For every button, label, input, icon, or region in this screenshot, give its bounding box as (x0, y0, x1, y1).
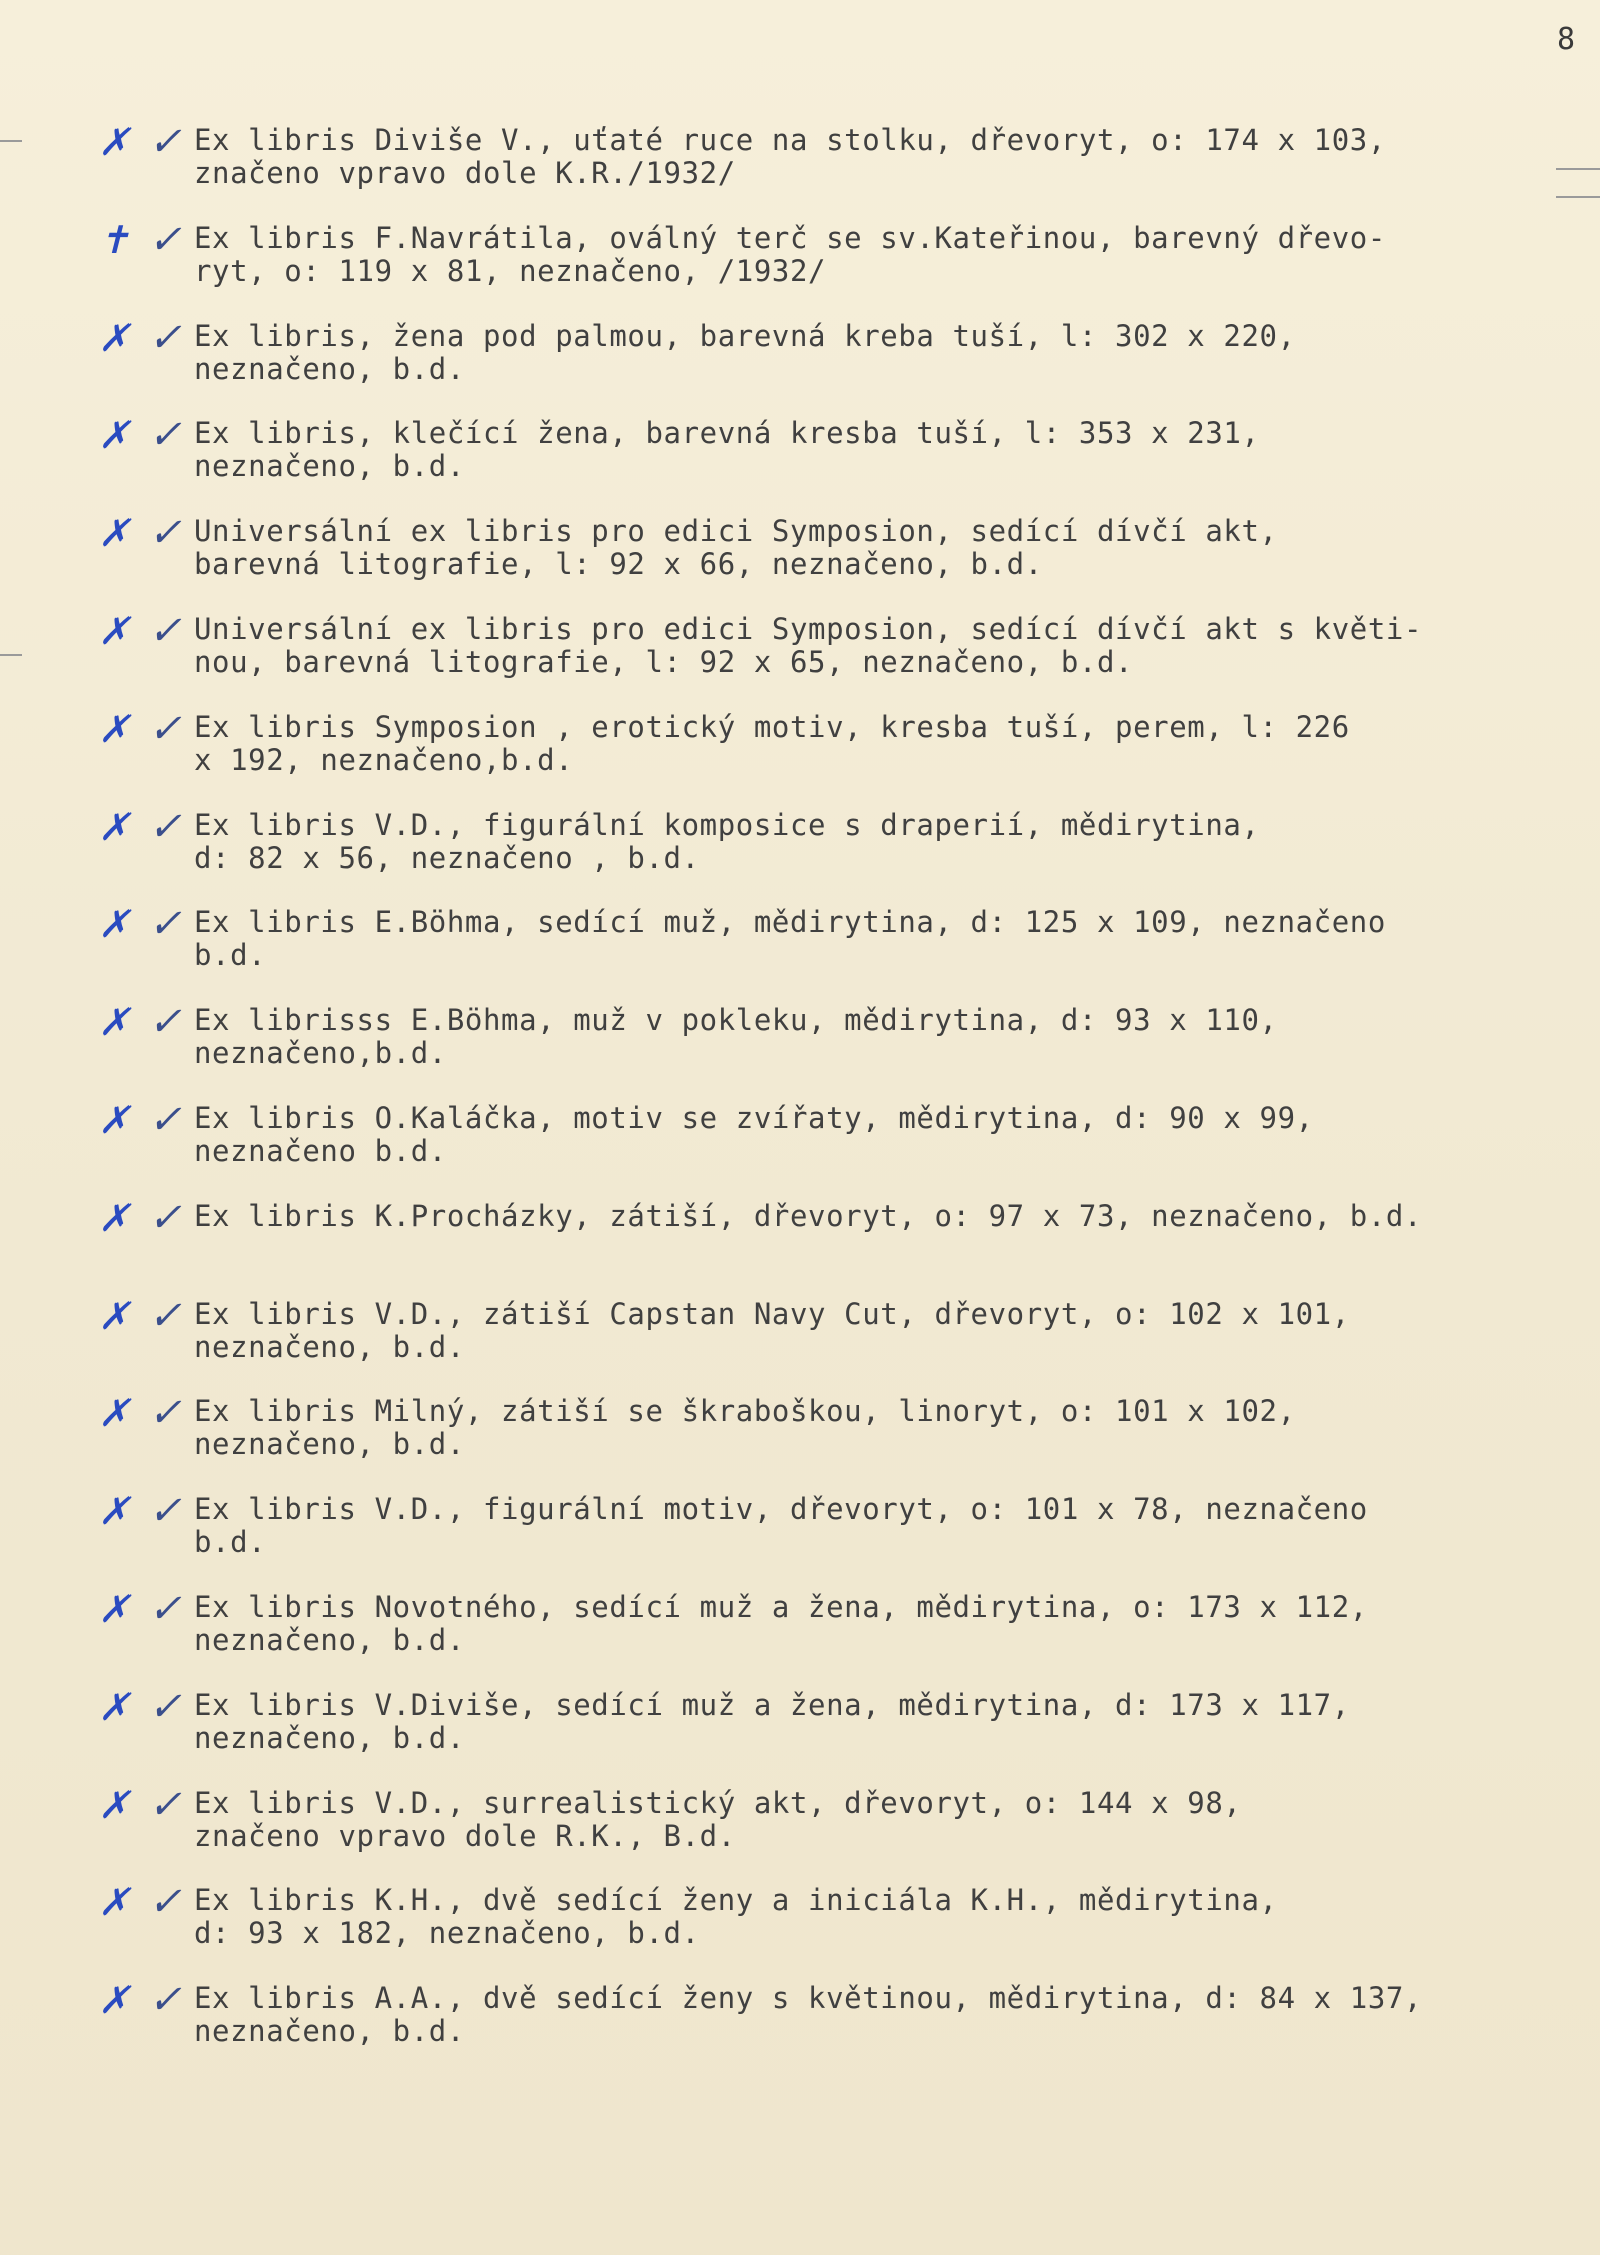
handwritten-check-mark-icon: ✓ (148, 1879, 182, 1926)
entry-text (194, 1004, 1564, 1070)
handwritten-x-mark-icon: ✗ (98, 1586, 130, 1631)
entry-text (194, 1493, 1564, 1559)
handwritten-x-mark-icon: ✗ (98, 1097, 130, 1142)
list-item (0, 1976, 1600, 2074)
entry-text (194, 809, 1564, 875)
list-item (0, 1781, 1600, 1879)
entry-line-1: Ex libris Diviše V., uťaté ruce na stolku, dřevoryt, o: 174 x 103, (194, 123, 1386, 157)
entry-list (0, 118, 1600, 2074)
handwritten-check-mark-icon: ✓ (148, 510, 182, 557)
list-item (0, 607, 1600, 705)
entry-text (194, 1298, 1564, 1364)
list-item (0, 1389, 1600, 1487)
entry-line-2: b.d. (194, 938, 267, 973)
entry-text (194, 711, 1564, 777)
handwritten-check-mark-icon: ✓ (148, 1096, 182, 1143)
handwritten-check-mark-icon: ✓ (148, 705, 182, 752)
list-item (0, 1096, 1600, 1194)
list-item (0, 1683, 1600, 1781)
entry-line-2: neznačeno, b.d. (194, 449, 465, 484)
handwritten-check-mark-icon: ✓ (148, 1390, 182, 1437)
handwritten-x-mark-icon: ✝ (98, 217, 130, 262)
handwritten-x-mark-icon: ✗ (98, 1391, 130, 1436)
handwritten-x-mark-icon: ✗ (98, 1880, 130, 1925)
handwritten-check-mark-icon: ✓ (148, 803, 182, 850)
entry-line-1: Ex libris Milný, zátiší se škraboškou, linoryt, o: 101 x 102, (194, 1394, 1296, 1429)
entry-text (194, 1591, 1564, 1657)
list-item (0, 998, 1600, 1096)
entry-line-1: Ex libris V.D., figurální motiv, dřevoryt, o: 101 x 78, neznačeno (194, 1492, 1368, 1527)
handwritten-x-mark-icon: ✗ (98, 413, 130, 458)
handwritten-check-mark-icon: ✓ (148, 607, 182, 654)
list-item (0, 411, 1600, 509)
entry-line-1: Ex libris K.H., dvě sedící ženy a iniciála K.H., mědirytina, (194, 1883, 1278, 1918)
entry-text (194, 515, 1564, 581)
entry-line-1: Ex librisss E.Böhma, muž v pokleku, mědirytina, d: 93 x 110, (194, 1003, 1278, 1038)
entry-line-1: Ex libris, klečící žena, barevná kresba tuší, l: 353 x 231, (194, 416, 1260, 451)
handwritten-check-mark-icon: ✓ (148, 999, 182, 1046)
list-item (0, 900, 1600, 998)
list-item (0, 803, 1600, 901)
list-item (0, 705, 1600, 803)
entry-text (194, 613, 1564, 679)
entry-line-2: x 192, neznačeno,b.d. (194, 742, 574, 777)
entry-line-1: Ex libris F.Navrátila, oválný terč se sv.Kateřinou, barevný dřevo- (194, 220, 1386, 255)
handwritten-x-mark-icon: ✗ (98, 804, 130, 849)
list-item (0, 1194, 1600, 1292)
entry-line-2: neznačeno, b.d. (194, 1329, 465, 1364)
handwritten-x-mark-icon: ✗ (98, 1000, 130, 1045)
entry-line-2: neznačeno, b.d. (194, 2014, 465, 2049)
entry-line-2: neznačeno, b.d. (194, 1427, 465, 1462)
list-item (0, 1585, 1600, 1683)
entry-text (194, 1884, 1564, 1950)
list-item (0, 314, 1600, 412)
entry-line-2: značeno vpravo dole K.R./1932/ (194, 156, 736, 190)
entry-line-1: Universální ex libris pro edici Symposion, sedící dívčí akt s květi- (194, 611, 1423, 646)
entry-text (194, 1102, 1564, 1168)
handwritten-check-mark-icon: ✓ (148, 1977, 182, 2024)
handwritten-x-mark-icon: ✗ (98, 315, 130, 360)
handwritten-x-mark-icon: ✗ (98, 1782, 130, 1827)
entry-text (194, 417, 1564, 483)
handwritten-x-mark-icon: ✗ (98, 902, 130, 947)
entry-line-1: Ex libris, žena pod palmou, barevná kreba tuší, l: 302 x 220, (194, 318, 1296, 353)
handwritten-check-mark-icon: ✓ (148, 1194, 182, 1241)
entry-line-1: Ex libris V.D., zátiší Capstan Navy Cut, dřevoryt, o: 102 x 101, (194, 1296, 1350, 1331)
entry-line-2: neznačeno, b.d. (194, 1622, 465, 1657)
entry-text (194, 124, 1564, 190)
entry-line-2: neznačeno b.d. (194, 1133, 447, 1168)
handwritten-check-mark-icon: ✓ (148, 314, 182, 361)
entry-line-2: neznačeno, b.d. (194, 351, 465, 386)
page-number: 8 (1556, 22, 1575, 57)
entry-line-2: značeno vpravo dole R.K., B.d. (194, 1818, 736, 1853)
handwritten-check-mark-icon: ✓ (148, 1585, 182, 1632)
entry-line-1: Ex libris Symposion , erotický motiv, kresba tuší, perem, l: 226 (194, 709, 1350, 744)
entry-text (194, 1395, 1564, 1461)
handwritten-x-mark-icon: ✗ (98, 511, 130, 556)
entry-line-2: neznačeno,b.d. (194, 1036, 447, 1071)
handwritten-x-mark-icon: ✗ (98, 1489, 130, 1534)
entry-line-1: Universální ex libris pro edici Symposion, sedící dívčí akt, (194, 514, 1278, 549)
entry-line-2: nou, barevná litografie, l: 92 x 65, neznačeno, b.d. (194, 644, 1134, 679)
handwritten-x-mark-icon: ✗ (98, 1293, 130, 1338)
handwritten-check-mark-icon: ✓ (148, 901, 182, 948)
entry-text (194, 1689, 1564, 1755)
entry-line-1: Ex libris A.A., dvě sedící ženy s květinou, mědirytina, d: 84 x 137, (194, 1981, 1423, 2016)
entry-text (194, 320, 1564, 386)
entry-line-2: b.d. (194, 1525, 267, 1560)
handwritten-x-mark-icon: ✗ (98, 1195, 130, 1240)
entry-text (194, 1787, 1564, 1853)
handwritten-check-mark-icon: ✓ (148, 412, 182, 459)
handwritten-check-mark-icon: ✓ (148, 216, 182, 263)
entry-text (194, 1982, 1564, 2048)
list-item (0, 1292, 1600, 1390)
entry-line-1: Ex libris V.D., surrealistický akt, dřevoryt, o: 144 x 98, (194, 1785, 1242, 1820)
entry-line-1: Ex libris O.Kaláčka, motiv se zvířaty, mědirytina, d: 90 x 99, (194, 1100, 1314, 1135)
entry-line-1: Ex libris Novotného, sedící muž a žena, mědirytina, o: 173 x 112, (194, 1589, 1368, 1624)
entry-line-2: d: 82 x 56, neznačeno , b.d. (194, 840, 700, 875)
entry-text (194, 906, 1564, 972)
entry-line-1: Ex libris K.Procházky, zátiší, dřevoryt, o: 97 x 73, neznačeno, b.d. (194, 1198, 1423, 1233)
handwritten-x-mark-icon: ✗ (98, 120, 130, 164)
entry-line-2: neznačeno, b.d. (194, 1720, 465, 1755)
list-item (0, 1878, 1600, 1976)
handwritten-check-mark-icon: ✓ (148, 119, 182, 165)
handwritten-check-mark-icon: ✓ (148, 1683, 182, 1730)
handwritten-x-mark-icon: ✗ (98, 1978, 130, 2023)
handwritten-x-mark-icon: ✗ (98, 1684, 130, 1729)
entry-line-2: barevná litografie, l: 92 x 66, neznačeno, b.d. (194, 547, 1043, 582)
entry-line-1: Ex libris V.Diviše, sedící muž a žena, mědirytina, d: 173 x 117, (194, 1687, 1350, 1722)
list-item (0, 118, 1600, 216)
list-item (0, 1487, 1600, 1585)
handwritten-check-mark-icon: ✓ (148, 1292, 182, 1339)
entry-text (194, 1200, 1564, 1233)
entry-line-1: Ex libris V.D., figurální komposice s draperií, mědirytina, (194, 807, 1260, 842)
handwritten-check-mark-icon: ✓ (148, 1781, 182, 1828)
handwritten-x-mark-icon: ✗ (98, 706, 130, 751)
entry-line-2: ryt, o: 119 x 81, neznačeno, /1932/ (194, 253, 827, 288)
handwritten-x-mark-icon: ✗ (98, 608, 130, 653)
list-item (0, 509, 1600, 607)
list-item (0, 216, 1600, 314)
entry-line-1: Ex libris E.Böhma, sedící muž, mědirytina, d: 125 x 109, neznačeno (194, 905, 1386, 940)
entry-line-2: d: 93 x 182, neznačeno, b.d. (194, 1916, 700, 1951)
handwritten-check-mark-icon: ✓ (148, 1488, 182, 1535)
entry-text (194, 222, 1564, 288)
